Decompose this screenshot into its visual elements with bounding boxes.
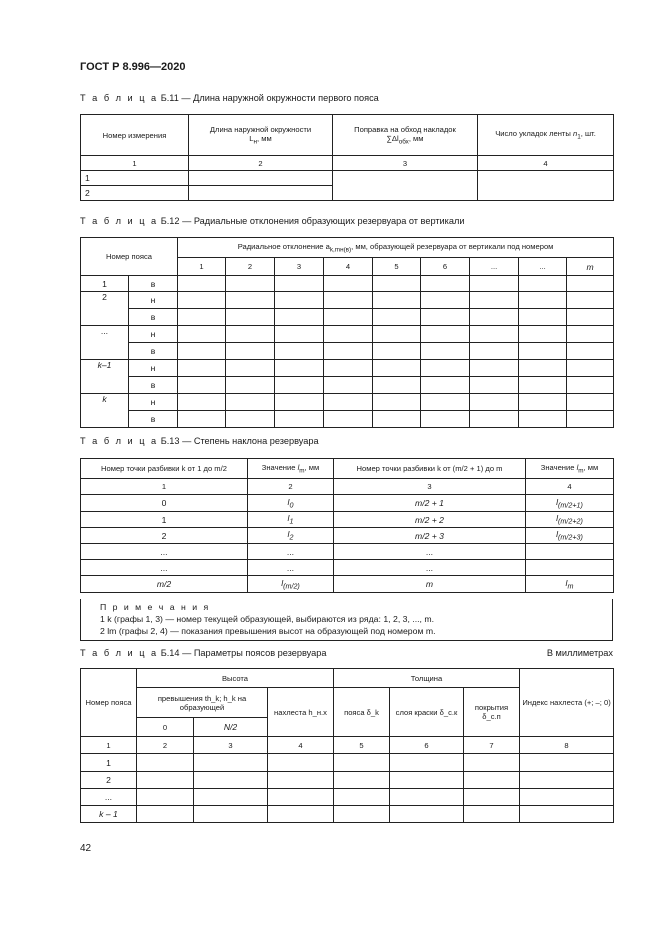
position-cell: в [129, 411, 178, 428]
col-num: 6 [390, 737, 464, 754]
page-number: 42 [80, 843, 92, 854]
col-num: ... [519, 258, 567, 276]
table-cell: $l_0$ [248, 495, 334, 512]
col-num: ... [470, 258, 519, 276]
col-excess: превышения th_k; h_k на образующей [137, 688, 268, 718]
table-cell: $l_2$ [248, 528, 334, 544]
table-b11 [80, 114, 614, 201]
units-label: В миллиметрах [546, 648, 613, 658]
col-point-first-half: Номер точки разбивки k от 1 до m/2 [81, 459, 248, 479]
col-num: 4 [268, 737, 334, 754]
table-cell: $l_{(m/2+2)}$ [526, 512, 614, 528]
position-cell: в [129, 377, 178, 394]
col-num: 4 [526, 479, 614, 495]
col-num: 3 [333, 156, 478, 171]
table-cell: $l_{(m/2)}$ [248, 576, 334, 593]
col-point-second-half: Номер точки разбивки k от (m/2 + 1) до m [334, 459, 526, 479]
table-b12 [80, 237, 614, 428]
table-b13 [80, 458, 614, 593]
table-b11-caption: Т а б л и ц а Б.11 — Длина наружной окружности первого пояса [80, 93, 379, 103]
col-num: m [567, 258, 614, 276]
table-b12-caption: Т а б л и ц а Б.12 — Радиальные отклонения образующих резервуара от вертикали [80, 216, 465, 226]
col-radial-deviation: Радиальное отклонение $a_{k,mн(в)}$, мм, образующей резервуара от вертикали под номером [178, 238, 614, 258]
table-cell: $l_1$ [248, 512, 334, 528]
col-num: 2 [226, 258, 275, 276]
table-cell: 0 [81, 495, 248, 512]
table-cell [333, 171, 478, 201]
col-height: Высота [137, 669, 334, 688]
col-num: 4 [478, 156, 614, 171]
table-cell: m/2 + 3 [334, 528, 526, 544]
col-belt-thickness: пояса δ_k [334, 688, 390, 737]
position-cell: н [129, 326, 178, 343]
note-1: 1 k (графы 1, 3) — номер текущей образующей, выбираются из ряда: 1, 2, 3, ..., m. [100, 614, 435, 624]
position-cell: в [129, 276, 178, 292]
col-paint-layer: слоя краски δ_с.к [390, 688, 464, 737]
table-cell: m/2 [81, 576, 248, 593]
table-cell: $l_m$ [526, 576, 614, 593]
col-value-second: Значение $l_m$, мм [526, 459, 614, 479]
table-b14-caption: Т а б л и ц а Б.14 — Параметры поясов резервуара [80, 648, 327, 658]
col-sub-n2: N/2 [194, 718, 268, 737]
belt-cell: 1 [81, 276, 129, 292]
col-num: 2 [248, 479, 334, 495]
col-num: 3 [275, 258, 324, 276]
table-row: 2 [81, 186, 189, 201]
notes-title: П р и м е ч а н и я [100, 602, 211, 612]
table-b13-notes [80, 599, 613, 641]
position-cell: н [129, 292, 178, 309]
col-num: 2 [137, 737, 194, 754]
table-row: ... [81, 789, 137, 806]
table-cell [478, 171, 614, 201]
position-cell: в [129, 343, 178, 360]
col-overlap-index: Индекс нахлеста (+; –; 0) [520, 669, 614, 737]
table-cell: m [334, 576, 526, 593]
document-header: ГОСТ Р 8.996—2020 [80, 61, 186, 73]
col-num: 5 [334, 737, 390, 754]
col-value-first: Значение $l_m$, мм [248, 459, 334, 479]
col-num: 1 [81, 737, 137, 754]
table-cell [189, 186, 333, 201]
table-cell: ... [248, 544, 334, 560]
table-cell [526, 544, 614, 560]
position-cell: н [129, 394, 178, 411]
table-row: 2 [81, 772, 137, 789]
table-row: k – 1 [81, 806, 137, 823]
table-cell: $l_{(m/2+3)}$ [526, 528, 614, 544]
col-num: 4 [324, 258, 373, 276]
position-cell: н [129, 360, 178, 377]
table-row: 1 [81, 171, 189, 186]
col-num: 8 [520, 737, 614, 754]
belt-cell: k–1 [81, 360, 129, 394]
table-cell [526, 560, 614, 576]
col-measure-number: Номер измерения [81, 115, 189, 156]
table-cell: ... [334, 544, 526, 560]
table-row: 1 [81, 754, 137, 772]
table-cell: $l_{(m/2+1)}$ [526, 495, 614, 512]
col-num: 5 [373, 258, 421, 276]
col-num: 2 [189, 156, 333, 171]
col-coating: покрытия δ_с.п [464, 688, 520, 737]
col-overlap-height: нахлеста h_н.х [268, 688, 334, 737]
table-cell: 1 [81, 512, 248, 528]
col-num: 3 [194, 737, 268, 754]
col-overlap-correction: Поправка на обход накладок $\sum\Delta l_{обх}$, мм [333, 115, 478, 156]
col-outer-length: Длина наружной окружности $L_н$, мм [189, 115, 333, 156]
col-thickness: Толщина [334, 669, 520, 688]
belt-cell: k [81, 394, 129, 428]
belt-cell: ... [81, 326, 129, 360]
table-cell: ... [81, 544, 248, 560]
col-num: 7 [464, 737, 520, 754]
table-b14 [80, 668, 614, 823]
table-cell: ... [248, 560, 334, 576]
table-cell [189, 171, 333, 186]
col-num: 3 [334, 479, 526, 495]
col-belt-number: Номер пояса [81, 238, 178, 276]
table-cell: m/2 + 1 [334, 495, 526, 512]
col-num: 1 [81, 156, 189, 171]
note-2: 2 lm (графы 2, 4) — показания превышения высот на образующей под номером m. [100, 626, 436, 636]
table-cell: ... [334, 560, 526, 576]
col-num: 6 [421, 258, 470, 276]
table-cell: 2 [81, 528, 248, 544]
position-cell: в [129, 309, 178, 326]
table-b13-caption: Т а б л и ц а Б.13 — Степень наклона резервуара [80, 436, 319, 446]
belt-cell: 2 [81, 292, 129, 326]
table-cell: ... [81, 560, 248, 576]
col-num: 1 [81, 479, 248, 495]
col-belt-number: Номер пояса [81, 669, 137, 737]
table-cell: m/2 + 2 [334, 512, 526, 528]
col-sub-zero: 0 [137, 718, 194, 737]
col-tape-count: Число укладок ленты $n_1$, шт. [478, 115, 614, 156]
col-num: 1 [178, 258, 226, 276]
